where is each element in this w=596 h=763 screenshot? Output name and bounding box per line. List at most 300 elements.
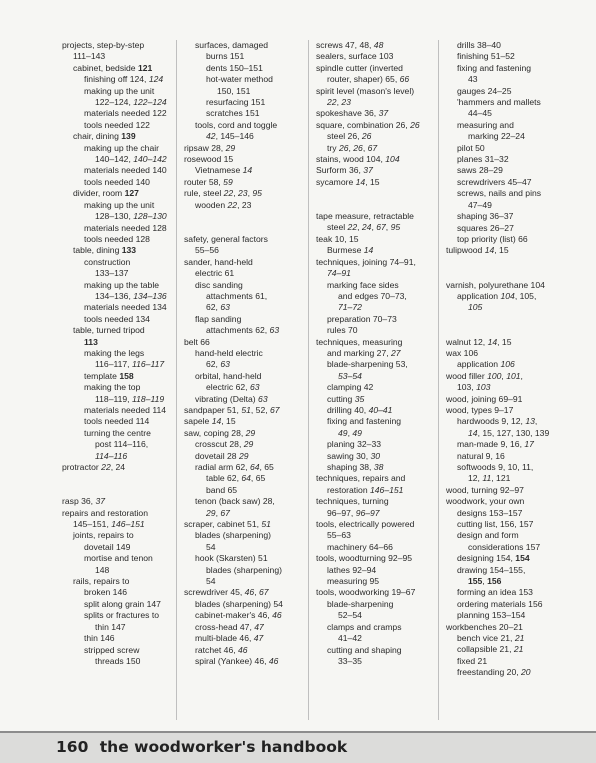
index-entry-text: 128–130 [133, 211, 167, 222]
index-entry-text: stains, wood 104, [316, 154, 386, 165]
index-subentry [446, 508, 566, 519]
index-entry [184, 177, 306, 188]
index-entry [446, 405, 566, 416]
index-entry-text: 64 [249, 462, 260, 472]
index-entry-text: spindle cutter (inverted [316, 62, 403, 73]
index-entry-text: rosewood 15 [184, 154, 234, 165]
index-subentry [446, 565, 566, 576]
index-entry-text: , [501, 370, 507, 381]
index-entry-text: 155 [468, 576, 483, 587]
index-entry-text: finishing 51–52 [457, 51, 515, 62]
index-entry-text: hardwoods 9, 12, [457, 416, 526, 427]
index-subentry [446, 131, 566, 142]
index-subentry [62, 120, 174, 131]
index-entry-text: post 114–116, [95, 439, 149, 450]
index-entry-text: 14 [484, 245, 495, 256]
index-entry [184, 337, 306, 348]
index-entry-text: making up the unit [84, 199, 155, 210]
index-entry-text: softwoods 9, 10, 11, [457, 461, 534, 472]
index-entry-text: stripped screw [84, 644, 140, 655]
index-entry-text: ordering materials 156 [457, 598, 543, 609]
index-subentry [62, 257, 174, 268]
index-entry-text: 95 [252, 188, 262, 199]
index-entry-text: cabinet, bedside [73, 62, 138, 73]
index-entry-text: 37 [378, 108, 389, 119]
index-entry-text: thin 147 [95, 621, 126, 632]
index-column-4 [438, 40, 568, 720]
index-entry-text: radial arm 62, [195, 462, 250, 472]
index-subentry [62, 280, 174, 291]
index-subentry [316, 485, 436, 496]
index-entry-text: attachments 62, [206, 325, 270, 336]
index-entry-text: wood, joining 69–91 [446, 393, 523, 404]
index-subentry [62, 223, 174, 234]
index-entry-text: mortise and tenon [84, 553, 153, 564]
index-subentry [184, 508, 306, 519]
index-subentry [184, 371, 306, 382]
index-entry-text: making the legs [84, 347, 145, 358]
index-entry-text: 27 [391, 347, 401, 358]
index-entry-text: 29 [238, 450, 249, 461]
index-entry-text: drilling 40, [327, 404, 369, 415]
index-subentry [446, 587, 566, 598]
index-subentry [62, 610, 174, 621]
index-column-3 [308, 40, 438, 720]
index-entry-text: freestanding 20, [457, 667, 522, 678]
index-entry [446, 496, 566, 507]
index-entry [446, 348, 566, 359]
index-entry-text: 148 [95, 564, 110, 575]
index-entry-text: 103 [476, 382, 491, 393]
index-subentry [316, 394, 436, 405]
index-entry-text: 146–151 [111, 519, 145, 530]
index-entry-text: square, combination 26, [316, 119, 411, 130]
index-entry [316, 108, 436, 119]
index-entry-text: varnish, polyurethane 104 [446, 279, 545, 290]
index-entry-text: chair, dining [73, 131, 122, 142]
index-subentry [184, 485, 306, 496]
index-entry [184, 257, 306, 268]
index-entry [316, 496, 436, 507]
index-subentry [62, 234, 174, 245]
index-entry-text: 24 [361, 222, 372, 233]
index-entry-text: safety, general factors [184, 233, 268, 244]
index-entry-text: wooden [195, 199, 228, 210]
index-entry-text: 22 [347, 222, 358, 233]
index-entry-text: 156 [487, 576, 502, 587]
index-entry-text: 100 [487, 370, 502, 381]
index-subentry [316, 371, 436, 382]
index-entry-text: repairs and restoration [62, 507, 148, 518]
index-entry-text: 103, [457, 382, 477, 393]
index-entry-text: , 15, 127, 130, 139 [477, 427, 550, 438]
index-entry-text: 'hammers and mallets [457, 97, 541, 108]
index-entry-text: rule, steel [184, 188, 224, 199]
index-entry-text: 67 [259, 587, 269, 598]
index-entry-text: broken 146 [84, 587, 128, 598]
index-entry [184, 519, 306, 530]
index-entry-text: , [357, 222, 362, 233]
index-entry-text: cutting list, 156, 157 [457, 519, 534, 529]
index-entry [184, 416, 306, 427]
index-entry-text: router, shaper) 65, [327, 74, 400, 85]
index-entry-text: making up the unit [84, 85, 155, 96]
index-subentry [62, 314, 174, 325]
index-subentry [446, 359, 566, 370]
index-entry-text: planing 32–33 [327, 439, 382, 450]
index-subentry [62, 165, 174, 176]
index-entry-text: 154 [515, 553, 530, 564]
index-entry-text: splits or fractures to [84, 610, 159, 621]
index-subentry [446, 451, 566, 462]
index-entry-text: tools needed 140 [84, 176, 150, 187]
index-subentry [62, 405, 174, 416]
index-subentry [62, 371, 174, 382]
index-entry [62, 462, 174, 473]
index-entry-text: rules 70 [327, 325, 358, 336]
index-subentry [62, 188, 174, 199]
index-entry-text: 22 [223, 188, 234, 199]
index-entry-text: 49 [352, 427, 362, 438]
index-subentry [316, 610, 436, 621]
index-entry-text: 29 [243, 439, 254, 450]
index-entry-text: 111–143 [73, 51, 106, 62]
index-subentry [184, 530, 306, 541]
index-entry-text: 21 [514, 633, 525, 644]
index-entry-text: 46 [238, 644, 248, 655]
footer-rule [0, 731, 596, 733]
index-entry-text: 37 [95, 496, 106, 507]
index-spacer [184, 222, 306, 233]
index-entry-text: 14 [468, 427, 478, 438]
index-entry-text: techniques, turning [316, 496, 389, 507]
index-entry-text: 22 [327, 97, 337, 108]
index-entry-text: , 121 [491, 473, 511, 484]
index-entry-text: saw, coping 28, [184, 427, 246, 438]
index-subentry [316, 416, 436, 427]
index-entry-text: resurfacing 151 [206, 97, 266, 108]
index-entry-text: lathes 92–94 [327, 564, 377, 575]
index-entry-text: , [520, 370, 523, 381]
index-subentry [446, 143, 566, 154]
index-entry-text: spiral (Yankee) 46, [195, 655, 269, 666]
index-entry-text: 128–130, [95, 211, 134, 222]
index-entry-text: hot-water method [206, 74, 273, 85]
index-subentry [316, 325, 436, 336]
index-entry-text: pilot 50 [457, 142, 485, 153]
index-subentry [184, 97, 306, 108]
index-subentry [62, 337, 174, 348]
index-subentry [184, 325, 306, 336]
index-entry-text: and edges 70–73, [338, 290, 407, 301]
index-subentry [446, 382, 566, 393]
index-subentry [446, 51, 566, 62]
index-entry-text: belt 66 [184, 336, 210, 347]
index-entry-text: electric 62, [206, 382, 250, 393]
index-subentry [62, 530, 174, 541]
index-entry-text: , [233, 188, 238, 199]
index-subentry [184, 394, 306, 405]
index-entry-text: marking 22–24 [468, 131, 525, 142]
index-subentry [446, 211, 566, 222]
index-entry-text: , 65 [259, 462, 274, 472]
index-subentry [62, 63, 174, 74]
index-subentry [184, 108, 306, 119]
index-entry-text: collapsible 21, [457, 644, 514, 655]
index-entry [184, 428, 306, 439]
index-entry-text: blades (sharpening) [206, 564, 282, 575]
index-entry [184, 587, 306, 598]
index-subentry [184, 291, 306, 302]
index-entry-text: tulipwood [446, 245, 485, 256]
index-subentry [446, 428, 566, 439]
index-entry-text: threads 150 [95, 655, 141, 666]
index-subentry [316, 565, 436, 576]
index-entry-text: 67 [367, 142, 378, 153]
index-entry-text: 104 [500, 290, 515, 301]
index-entry-text: 105 [468, 302, 483, 313]
index-entry-text: forming an idea 153 [457, 587, 533, 598]
index-subentry [446, 63, 566, 74]
index-subentry [446, 656, 566, 667]
index-entry-text: 26 [361, 131, 372, 142]
index-entry-text: 23 [238, 188, 248, 199]
index-entry-text: table 62, [206, 473, 242, 484]
index-entry-text: , [336, 97, 342, 108]
index-subentry [62, 439, 174, 450]
index-entry-text: 48 [373, 40, 384, 50]
index-spacer [62, 473, 174, 484]
index-subentry [184, 599, 306, 610]
index-entry [184, 405, 306, 416]
index-entry-text: tools needed 114 [84, 416, 150, 427]
index-entry-text: 59 [223, 176, 233, 187]
index-entry-text: gauges 24–25 [457, 85, 512, 96]
index-entry-text: 114–116 [95, 450, 128, 461]
index-subentry [316, 645, 436, 656]
index-subentry [446, 188, 566, 199]
index-entry-text: 96–97, [327, 507, 356, 518]
index-entry-text: making the top [84, 382, 141, 393]
index-subentry [446, 553, 566, 564]
book-title: the woodworker's handbook [99, 738, 348, 756]
index-entry-text: 62, [206, 359, 221, 370]
index-entry-text: 124 [148, 74, 164, 85]
index-entry-text: machinery 64–66 [327, 541, 393, 552]
index-entry-text: 113 [84, 336, 98, 347]
index-entry-text: 67 [220, 507, 230, 518]
index-entry-text: 14 [211, 416, 222, 427]
index-entry-text: 63 [258, 393, 268, 404]
index-subentry [184, 462, 306, 473]
index-entry-text: 14 [363, 245, 374, 256]
index-subentry [316, 382, 436, 393]
index-entry [184, 188, 306, 199]
index-entry [316, 519, 436, 530]
index-subentry [62, 656, 174, 667]
index-subentry [184, 382, 306, 393]
index-entry-text: shaping 36–37 [457, 211, 514, 222]
index-entry-text: steel 26, [327, 131, 362, 142]
index-entry [316, 553, 436, 564]
index-subentry [184, 645, 306, 656]
index-subentry [184, 496, 306, 507]
index-entry-text: 133 [121, 245, 137, 256]
index-entry-text: 26 [410, 119, 420, 130]
index-subentry [184, 542, 306, 553]
index-subentry [184, 565, 306, 576]
index-entry-text: 46 [272, 610, 282, 621]
index-entry-text: designing 154, [457, 553, 516, 564]
index-entry-text: sapele [184, 416, 212, 427]
index-subentry [316, 143, 436, 154]
index-subentry [316, 656, 436, 667]
index-entry-text: fixing and fastening [457, 62, 532, 73]
index-entry-text: 122–124 [133, 97, 167, 108]
index-entry-text: materials needed 122 [84, 108, 167, 119]
index-subentry [316, 314, 436, 325]
index-spacer [446, 325, 566, 336]
index-entry-text: 41–42 [338, 633, 362, 644]
index-entry-text: 46 [244, 587, 255, 598]
index-subentry [316, 280, 436, 291]
index-entry-text: drills 38–40 [457, 40, 501, 50]
index-entry-text: , [347, 427, 353, 438]
index-subentry [62, 542, 174, 553]
index-spacer [446, 314, 566, 325]
index-entry-text: application [457, 290, 501, 301]
index-subentry [316, 599, 436, 610]
index-entry-text: router 58, [184, 176, 224, 187]
index-entry-text: wax 106 [446, 347, 479, 358]
index-entry-text: 104 [385, 154, 400, 165]
index-entry-text: man-made 9, 16, [457, 439, 525, 450]
index-entry-text: 23 [341, 97, 351, 108]
index-entry-text: 63 [269, 325, 280, 336]
index-entry-text: cross-head 47, [195, 621, 255, 632]
index-subentry [316, 268, 436, 279]
index-entry-text: 47 [253, 633, 264, 644]
index-subentry [446, 97, 566, 108]
index-entry-text: table, turned tripod [73, 325, 145, 336]
index-entry-text: 12, [468, 473, 483, 484]
index-entry [62, 496, 174, 507]
index-subentry [62, 51, 174, 62]
index-subentry [446, 86, 566, 97]
index-entry-text: projects, step-by-step [62, 40, 145, 50]
index-entry-text: 146–151 [370, 484, 404, 495]
index-entry-text: , [215, 507, 221, 518]
index-entry-text: sander, hand-held [184, 256, 253, 267]
index-entry-text: techniques, measuring [316, 336, 403, 347]
index-entry-text: 33–35 [338, 655, 362, 666]
index-entry [446, 280, 566, 291]
index-entry-text: 55–63 [327, 530, 351, 541]
index-subentry [446, 439, 566, 450]
index-entry-text: wood filler [446, 370, 488, 381]
index-column-1 [58, 40, 176, 720]
index-entry-text: 118–119 [131, 393, 165, 404]
index-subentry [184, 451, 306, 462]
index-subentry [446, 542, 566, 553]
index-entry-text: hand-held electric [195, 347, 263, 358]
index-entry-text: divider, room [73, 188, 125, 199]
index-entry-text: 22 [101, 462, 111, 473]
index-subentry [62, 200, 174, 211]
index-entry-text: tools, woodworking 19–67 [316, 587, 416, 598]
index-entry-text: 134–136 [133, 290, 167, 301]
index-entry-text: dovetail 28 [195, 450, 239, 461]
index-subentry [316, 451, 436, 462]
index-entry-text: flap sanding [195, 313, 242, 324]
index-subentry [62, 587, 174, 598]
index-subentry [446, 416, 566, 427]
index-subentry [62, 576, 174, 587]
index-spacer [184, 211, 306, 222]
index-entry-text: 54 [206, 576, 216, 587]
index-entry-text: 38 [373, 462, 384, 472]
index-spacer [446, 257, 566, 268]
index-entry-text: 158 [119, 370, 134, 381]
index-subentry [62, 428, 174, 439]
index-subentry [62, 245, 174, 256]
index-subentry [446, 200, 566, 211]
index-entry-text: surfaces, damaged [195, 40, 269, 50]
index-subentry [62, 416, 174, 427]
index-subentry [446, 576, 566, 587]
index-entry-text: and marking 27, [327, 347, 392, 358]
index-subentry [62, 553, 174, 564]
index-column-2 [176, 40, 308, 720]
index-subentry [184, 656, 306, 667]
index-entry-text: 116–117, [95, 359, 132, 370]
index-subentry [184, 622, 306, 633]
index-spacer [62, 485, 174, 496]
index-subentry [62, 154, 174, 165]
index-subentry [446, 108, 566, 119]
index-entry-text: 14 [242, 165, 253, 176]
index-entry-text: squares 26–27 [457, 222, 514, 233]
index-entry-text: split along grain 147 [84, 598, 161, 609]
index-entry-text: 101 [506, 370, 521, 381]
index-entry-text: 67 [376, 222, 386, 233]
index-entry-text: natural 9, 16 [457, 450, 505, 461]
index-entry-text: 37 [363, 165, 373, 176]
index-entry-text: 21 [513, 644, 524, 655]
index-subentry [316, 462, 436, 473]
index-entry [184, 143, 306, 154]
index-subentry [446, 40, 566, 51]
index-entry-text: steel [327, 222, 348, 233]
index-entry-text: , [362, 142, 368, 153]
index-entry-text: materials needed 114 [84, 405, 167, 415]
index-entry-text: 74–91 [327, 268, 351, 279]
index-entry-text: , [247, 188, 253, 199]
index-entry-text: 106 [500, 359, 515, 370]
index-entry [316, 211, 436, 222]
index-entry-text: making up the table [84, 279, 160, 290]
index-entry-text: , 15 [221, 416, 236, 427]
index-subentry [446, 177, 566, 188]
index-subentry [62, 268, 174, 279]
index-subentry [184, 200, 306, 211]
index-entry-text: materials needed 140 [84, 165, 167, 176]
index-subentry [62, 348, 174, 359]
index-entry-text: Surform 36, [316, 165, 364, 176]
index-entry-text: hook (Skarsten) 51 [195, 553, 268, 564]
index-subentry [62, 519, 174, 530]
index-entry-text: protractor [62, 462, 102, 473]
